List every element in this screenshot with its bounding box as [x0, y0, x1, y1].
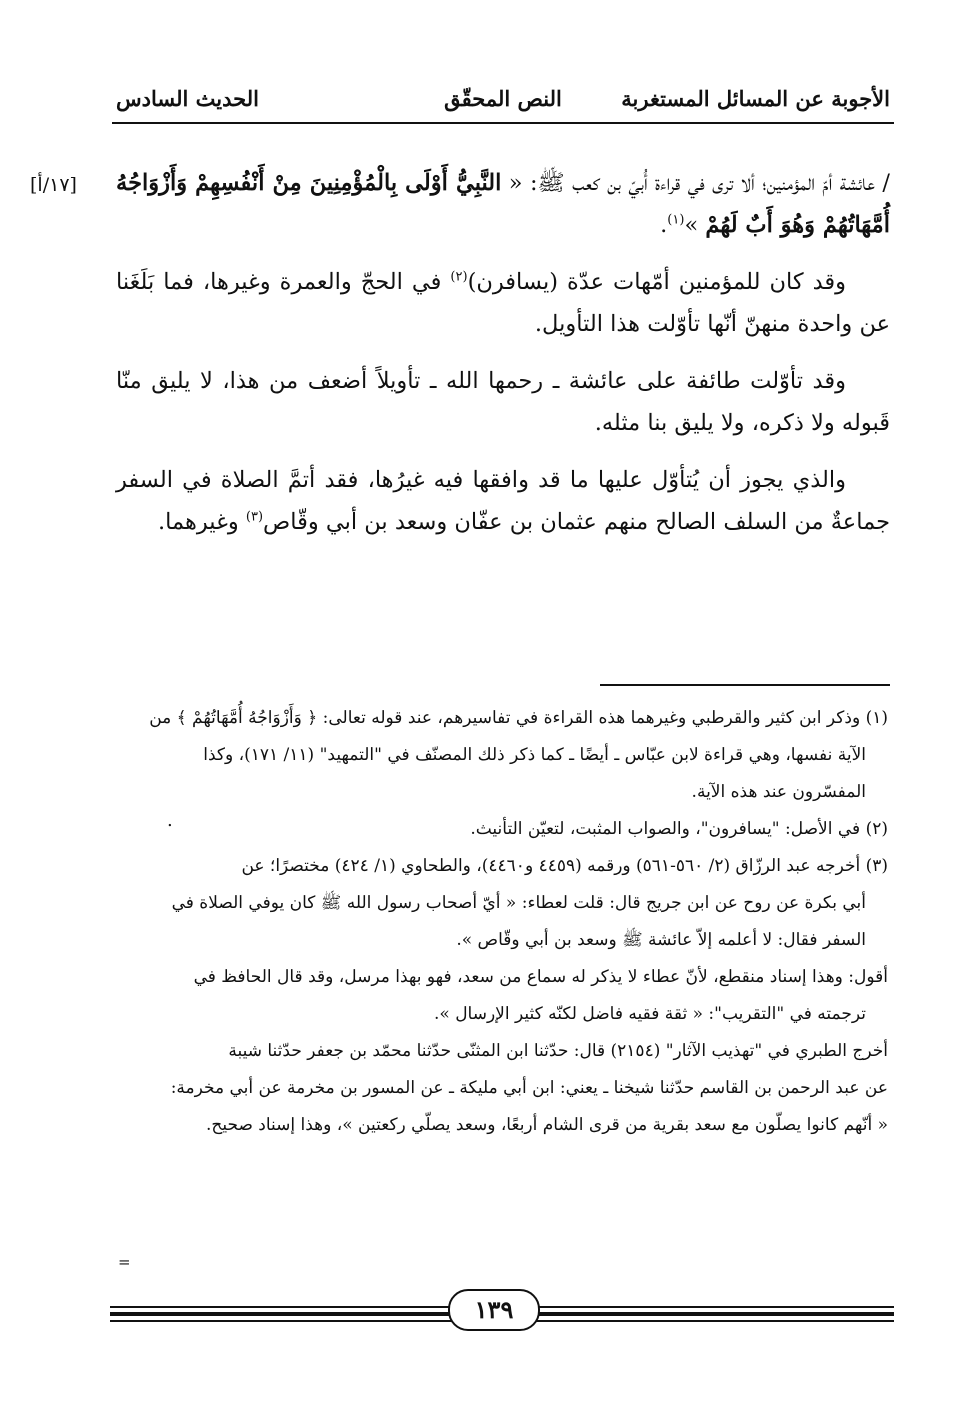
footnote-3-line-5: ترجمته في "التقريب": « ثقة فقيه فاضل لكنّه كثير الإرسال ».	[433, 1004, 866, 1024]
running-header	[116, 78, 890, 118]
header-book-title: الأجوبة عن المسائل المستغربة	[621, 86, 890, 111]
page-number: ١٣٩	[448, 1289, 540, 1331]
paragraph-2	[116, 261, 890, 345]
paragraph-3: وقد تأوّلت طائفة على عائشة ـ رحمها الله ـ تأويلاً أضعف من هذا، لا يليق منّا قَبوله ولا ذكره، ولا يليق بنا مثله.	[116, 368, 890, 436]
header-divider	[112, 122, 894, 124]
p1-text-b: »	[684, 212, 706, 238]
footnote-ref-1[interactable]: (١)	[667, 212, 685, 228]
stray-dot: .	[167, 810, 173, 831]
footnote-1-line-3: المفسّرون عند هذه الآية.	[691, 782, 866, 802]
quranic-verse: النَّبِيُّ أَوْلَى بِالْمُؤْمِنِينَ مِنْ أَنْفُسِهِمْ وَأَزْوَاجُهُ أُمَّهَاتُهُمْ وَهُوَ أَبٌ لَهُمْ	[116, 170, 890, 238]
footnote-3-line-1: (٣) أخرجه عبد الرزّاق (٢/ ٥٦٠-٥٦١) ورقمه (٤٤٥٩ و٤٤٦٠)، والطحاوي (١/ ٤٢٤) مختصرًا؛ عن	[241, 856, 888, 876]
footnote-3-line-2: أبي بكرة عن روح عن ابن جريج قال: قلت لعطاء: « أيّ أصحاب رسول الله ﷺ كان يوفي الصلاة في	[171, 893, 866, 913]
footnote-3-line-4: أقول: وهذا إسناد منقطع، لأنّ عطاء لا يذكر له سماع من سعد، فهو بهذا مرسل، وقد قال الحافظ في	[193, 967, 888, 987]
p1-text-a: / عائشة أمّ المؤمنين؛ ألا ترى في قراءة أُبيّ بن كعب ﷺ: «	[501, 170, 890, 196]
paragraph-4	[116, 459, 890, 543]
paragraph-1: / عائشة أمّ المؤمنين؛ ألا ترى في قراءة أُبيّ بن كعب ﷺ: « النَّبِيُّ أَوْلَى بِالْمُؤْمِنِينَ مِنْ أَنْفُسِهِمْ وَأَزْوَاجُهُ أُمَّهَاتُهُمْ وَهُوَ أَبٌ لَهُمْ »$^{(١)}$.	[116, 170, 890, 238]
p4-text-a: والذي يجوز أن يُتأوّل عليها ما قد وافقها فيه غيرُها، فقد أتمَّ الصلاة في السفر جماعةٌ من السلف الصالح منهم عثمان بن عفّان وسعد بن أبي وقّاص	[116, 467, 890, 535]
header-chapter: الحديث السادس	[116, 86, 259, 111]
p2-text-a: وقد كان للمؤمنين أمّهات عدّة (يسافرن)	[467, 269, 847, 295]
p4-text-b: وغيرهما.	[158, 509, 246, 535]
main-text	[116, 162, 890, 558]
footnote-separator	[600, 684, 890, 686]
footnote-3-line-7: عن عبد الرحمن بن القاسم حدّثنا شيخنا ـ يعني: ابن أبي مليكة ـ عن المسور بن مخرمة عن أبي مخرمة:	[170, 1078, 888, 1098]
footnote-2: (٢) في الأصل: "يسافرون"، والصواب المثبت، لتعيّن التأنيث.	[470, 819, 888, 839]
footnotes	[120, 700, 888, 1144]
continuation-mark: =	[118, 1253, 131, 1271]
footnote-ref-2[interactable]: (٢)	[450, 269, 468, 285]
header-section: النص المحقّق	[444, 86, 562, 111]
footnote-1-line-1: (١) وذكر ابن كثير والقرطبي وغيرهما هذه القراءة في تفاسيرهم، عند قوله تعالى: ﴿ وَأَزْوَاجُهُ أُمَّهَاتُهُمْ ﴾ من	[149, 708, 888, 728]
manuscript-folio-ref: [١٧/أ]	[30, 174, 77, 196]
p2-text-b: في الحجّ والعمرة وغيرها، فما بَلَغَنا عن واحدة منهنّ أنّها تأوّلت هذا التأويل.	[116, 269, 890, 337]
footnote-3-line-8: « أنّهم كانوا يصلّون مع سعد بقرية من قرى الشام أربعًا، وسعد يصلّي ركعتين »، وهذا إسناد صحيح.	[205, 1115, 888, 1135]
footnote-1-line-2: الآية نفسها، وهي قراءة لابن عبّاس ـ أيضًا ـ كما ذكر ذلك المصنّف في "التمهيد" (١١/ ١٧١)، وكذا	[203, 745, 866, 765]
footnote-3-line-6: أخرج الطبري في "تهذيب الآثار" (٢١٥٤) قال: حدّثنا ابن المثنّى حدّثنا محمّد بن جعفر حدّثنا شيبة	[228, 1041, 888, 1061]
footnote-3-line-3: السفر فقال: لا أعلمه إلاّ عائشة ﷺ وسعد بن أبي وقّاص ».	[456, 930, 866, 950]
footnote-ref-3[interactable]: (٣)	[245, 509, 264, 525]
